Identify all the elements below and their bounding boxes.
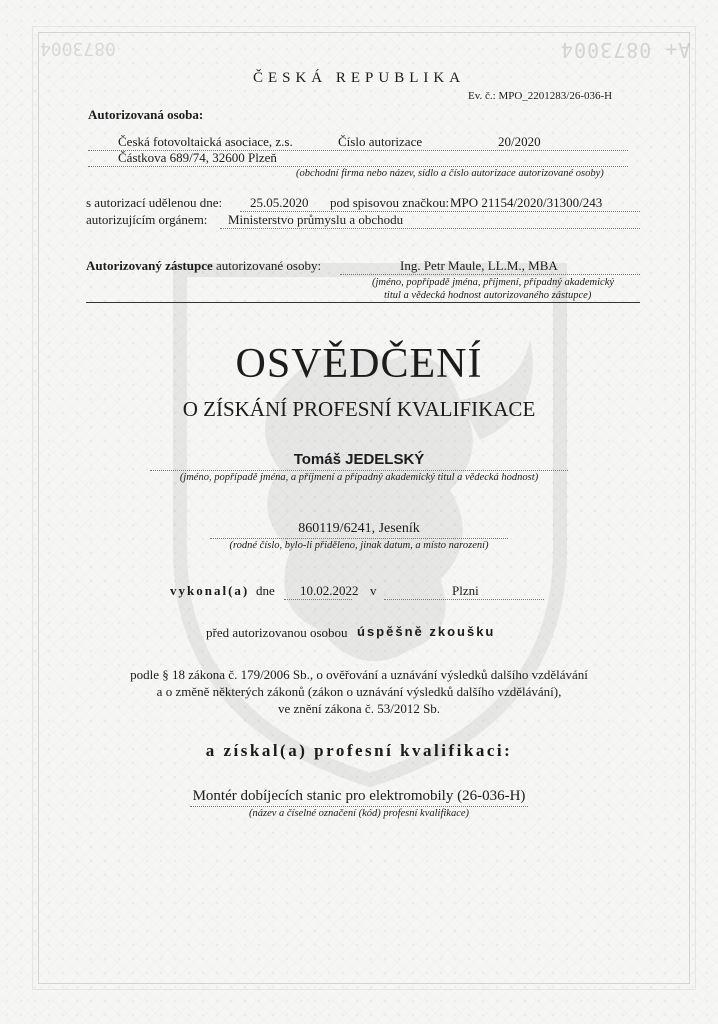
representative-name: Ing. Petr Maule, LL.M., MBA (400, 258, 558, 273)
exam-before-label: před autorizovanou osobou (206, 625, 348, 640)
representative-note-line1: (jméno, popřípadě jména, příjmení, případný akademický (372, 277, 615, 288)
exam-date-value: 10.02.2022 (300, 583, 359, 598)
law-line-3: ve znění zákona č. 53/2012 Sb. (277, 701, 441, 716)
dotted-line (88, 166, 628, 167)
dotted-line (190, 806, 528, 807)
exam-result: úspěšně zkoušku (357, 624, 496, 639)
holder-birth-note: (rodné číslo, bylo-li přiděleno, jinak datum, a místo narození) (229, 540, 489, 551)
granted-date-label: s autorizací udělenou dne: (86, 195, 223, 210)
law-line-1: podle § 18 zákona č. 179/2006 Sb., o ověřování a uznávání výsledků dalšího vzdělávání (130, 667, 588, 682)
country-title: ČESKÁ REPUBLIKA (252, 70, 466, 86)
granted-date-value: 25.05.2020 (250, 195, 309, 210)
authorized-person-note: (obchodní firma nebo název, sídlo a číslo autorizace autorizované osoby) (296, 168, 604, 179)
authorized-person-name: Česká fotovoltaická asociace, z.s. (118, 134, 293, 149)
file-number-label: pod spisovou značkou: (330, 195, 450, 210)
evidence-number: Ev. č.: MPO_2201283/26-036-H (468, 90, 613, 102)
authority-value: Ministerstvo průmyslu a obchodu (228, 212, 404, 227)
dotted-line (284, 599, 352, 600)
serial-number-watermark-left: 0873004 (40, 38, 116, 59)
representative-label-rest: autorizované osoby: (216, 258, 322, 273)
authorized-person-address: Částkova 689/74, 32600 Plzeň (118, 150, 277, 165)
serial-number-watermark: A+ 0873004 (560, 38, 691, 62)
exam-place-label: v (370, 583, 377, 598)
representative-label-bold: Autorizovaný zástupce (86, 258, 213, 273)
representative-note-line2: titul a vědecká hodnost autorizovaného zástupce) (384, 290, 592, 301)
authority-label: autorizujícím orgánem: (86, 212, 208, 227)
holder-name-note: (jméno, popřípadě jména, a příjmení a případný akademický titul a vědecká hodnost) (179, 472, 539, 483)
dotted-line (340, 274, 640, 275)
dotted-line (384, 599, 544, 600)
qualification-note: (název a číselné označení (kód) profesní kvalifikace) (248, 808, 470, 819)
qualification-name: Montér dobíjecích stanic pro elektromobily (26-036-H) (192, 788, 526, 804)
dotted-line (150, 470, 568, 471)
dotted-line (210, 538, 508, 539)
separator-line (86, 302, 640, 303)
certificate-title: OSVĚDČENÍ (235, 341, 483, 387)
certificate-subtitle: O ZÍSKÁNÍ PROFESNÍ KVALIFIKACE (182, 397, 536, 421)
performed-label: vykonal(a) (170, 583, 250, 598)
exam-place-value: Plzni (452, 583, 479, 598)
holder-birth: 860119/6241, Jeseník (298, 521, 420, 536)
representative-label (86, 258, 321, 274)
file-number-value: MPO 21154/2020/31300/243 (450, 195, 603, 210)
auth-number-value: 20/2020 (498, 134, 541, 149)
exam-date-label: dne (256, 583, 275, 598)
auth-number-label: Číslo autorizace (338, 134, 423, 149)
dotted-line (220, 228, 640, 229)
law-line-2: a o změně některých zákonů (zákon o uznávání výsledků dalšího vzdělávání), (156, 684, 562, 699)
holder-name: Tomáš JEDELSKÝ (293, 451, 425, 468)
authorized-person-label: Autorizovaná osoba: (88, 107, 204, 122)
qualification-intro: a získal(a) profesní kvalifikaci: (205, 741, 513, 760)
